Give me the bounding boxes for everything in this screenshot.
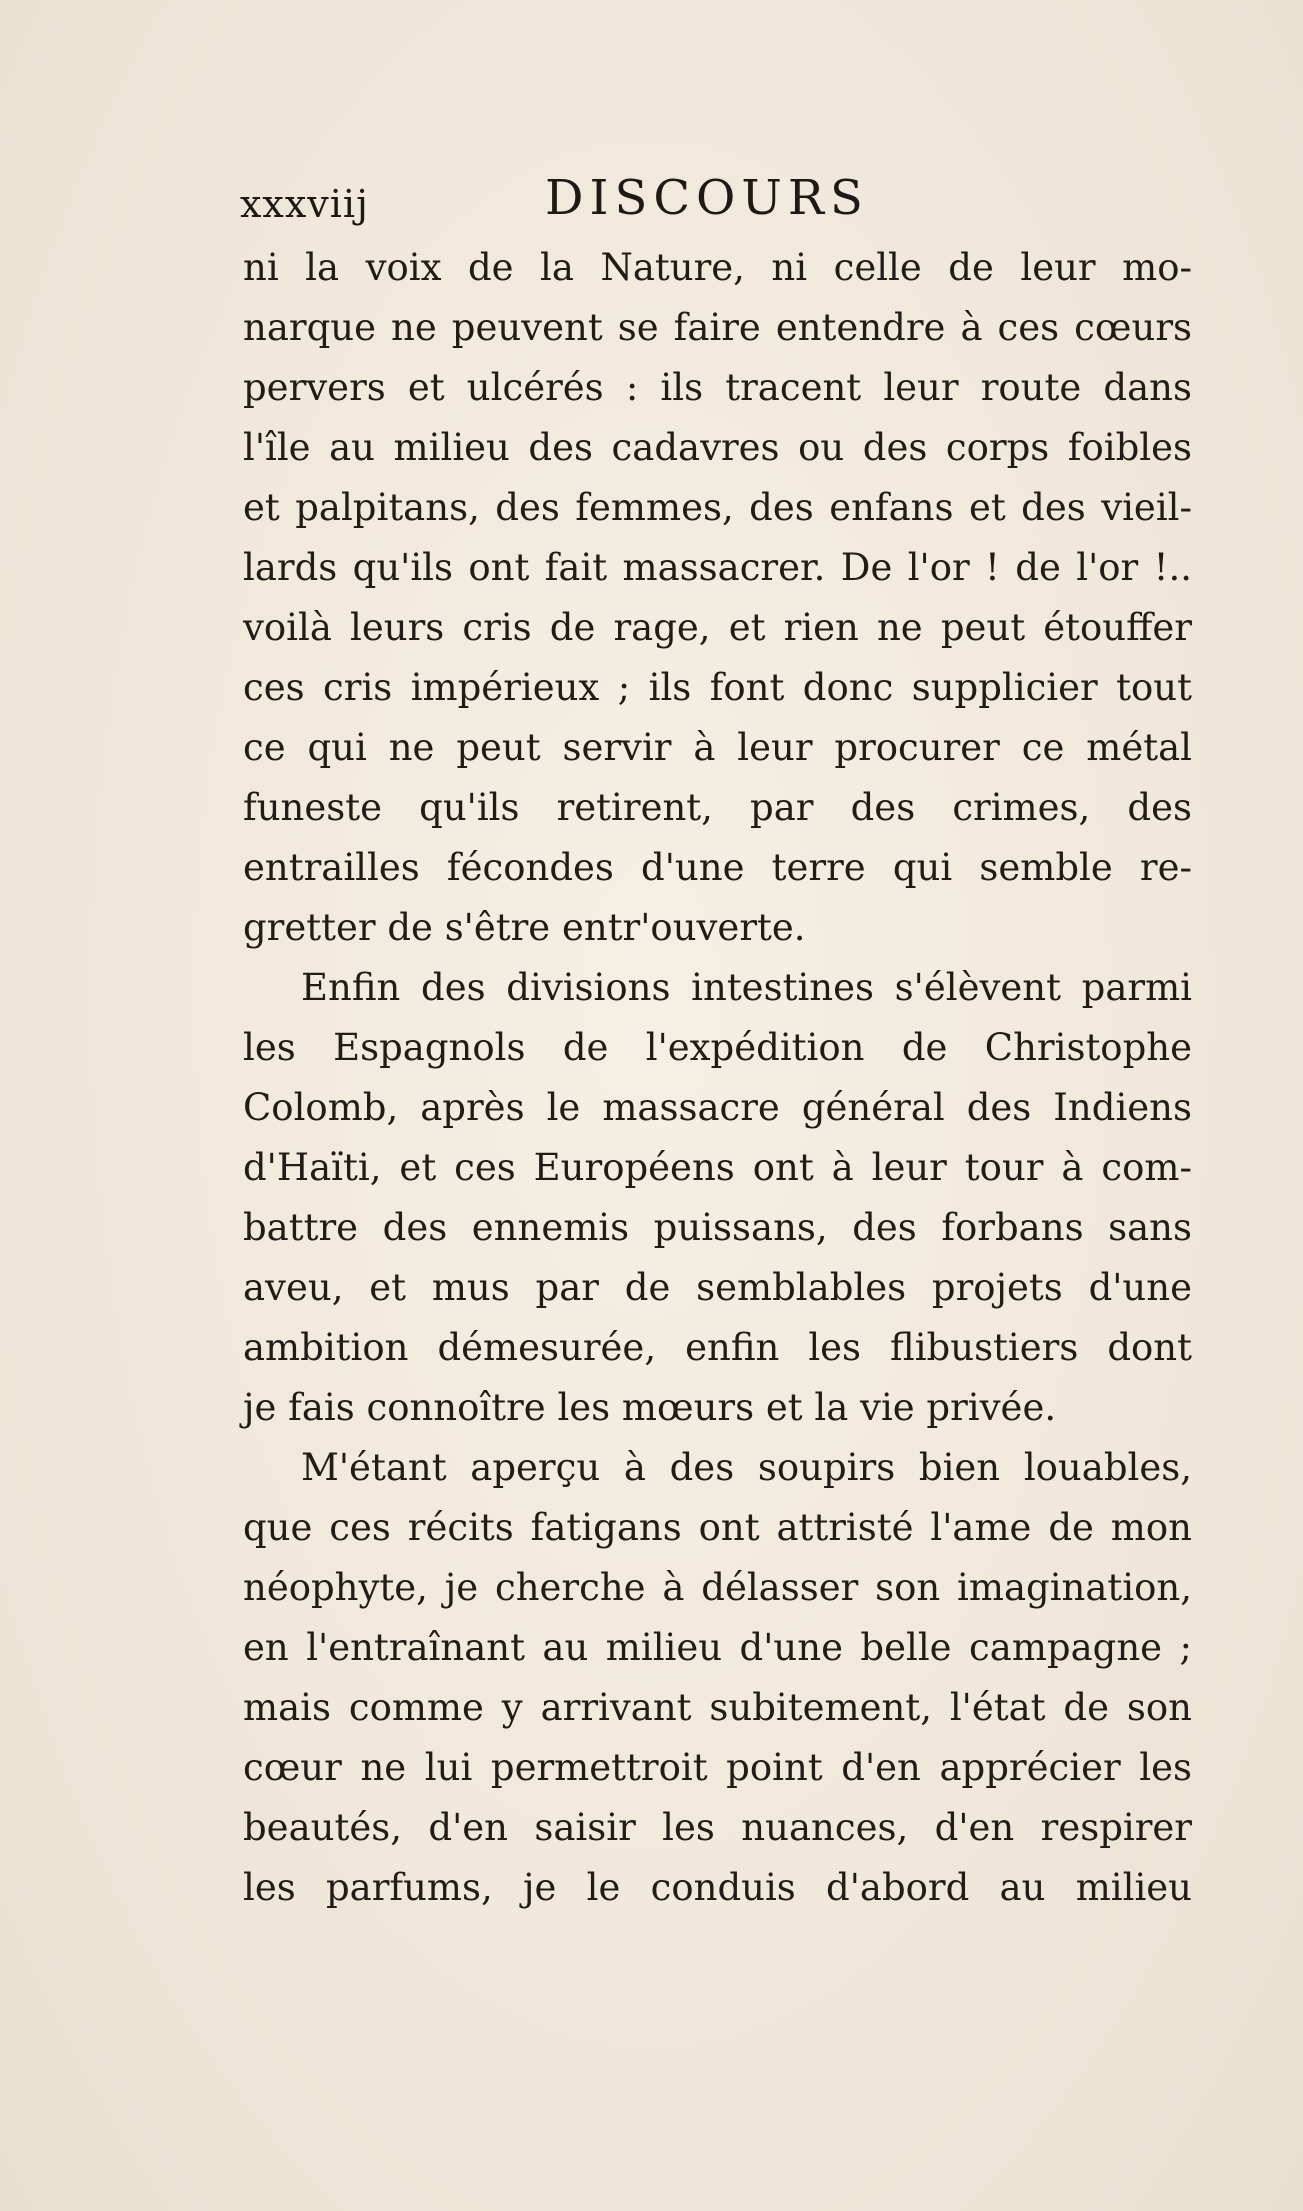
page-header: [240, 170, 1190, 230]
text-line: aveu, et mus par de semblables projets d'une: [243, 1266, 1192, 1309]
page-number: xxxviij: [240, 182, 369, 226]
text-line: lards qu'ils ont fait massacrer. De l'or ! de l'or !..: [243, 546, 1192, 589]
text-line: pervers et ulcérés : ils tracent leur route dans: [243, 366, 1192, 409]
text-line: entrailles fécondes d'une terre qui semble re-: [243, 846, 1192, 889]
text-line: que ces récits fatigans ont attristé l'ame de mon: [243, 1506, 1192, 1549]
text-line: l'île au milieu des cadavres ou des corps foibles: [243, 426, 1192, 469]
text-line: funeste qu'ils retirent, par des crimes, des: [243, 786, 1192, 829]
text-line: gretter de s'être entr'ouverte.: [243, 906, 806, 949]
text-line: beautés, d'en saisir les nuances, d'en respirer: [243, 1806, 1192, 1849]
text-line: M'étant aperçu à des soupirs bien louables,: [301, 1446, 1192, 1489]
paragraph-3: [243, 1438, 1192, 1918]
text-line: cœur ne lui permettroit point d'en apprécier les: [243, 1746, 1192, 1789]
text-line: néophyte, je cherche à délasser son imagination,: [243, 1566, 1192, 1609]
text-line: ni la voix de la Nature, ni celle de leur mo-: [243, 246, 1192, 289]
text-line: je fais connoître les mœurs et la vie privée.: [243, 1386, 1057, 1429]
text-line: Colomb, après le massacre général des Indiens: [243, 1086, 1192, 1129]
text-line: d'Haïti, et ces Européens ont à leur tour à com-: [243, 1146, 1192, 1189]
text-line: ce qui ne peut servir à leur procurer ce métal: [243, 726, 1192, 769]
text-line: narque ne peuvent se faire entendre à ces cœurs: [243, 306, 1192, 349]
text-line: les Espagnols de l'expédition de Christophe: [243, 1026, 1192, 1069]
running-title: DISCOURS: [545, 170, 869, 226]
text-line: les parfums, je le conduis d'abord au milieu: [243, 1866, 1192, 1909]
body-text: [243, 238, 1192, 1918]
text-line: voilà leurs cris de rage, et rien ne peut étouffer: [243, 606, 1192, 649]
paragraph-1: [243, 238, 1192, 958]
text-line: en l'entraînant au milieu d'une belle campagne ;: [243, 1626, 1192, 1669]
paragraph-2: [243, 958, 1192, 1438]
text-line: battre des ennemis puissans, des forbans sans: [243, 1206, 1192, 1249]
text-line: et palpitans, des femmes, des enfans et des vieil-: [243, 486, 1192, 529]
text-line: ambition démesurée, enfin les flibustiers dont: [243, 1326, 1192, 1369]
text-line: ces cris impérieux ; ils font donc supplicier tout: [243, 666, 1192, 709]
text-line: Enfin des divisions intestines s'élèvent parmi: [301, 966, 1192, 1009]
text-line: mais comme y arrivant subitement, l'état de son: [243, 1686, 1192, 1729]
